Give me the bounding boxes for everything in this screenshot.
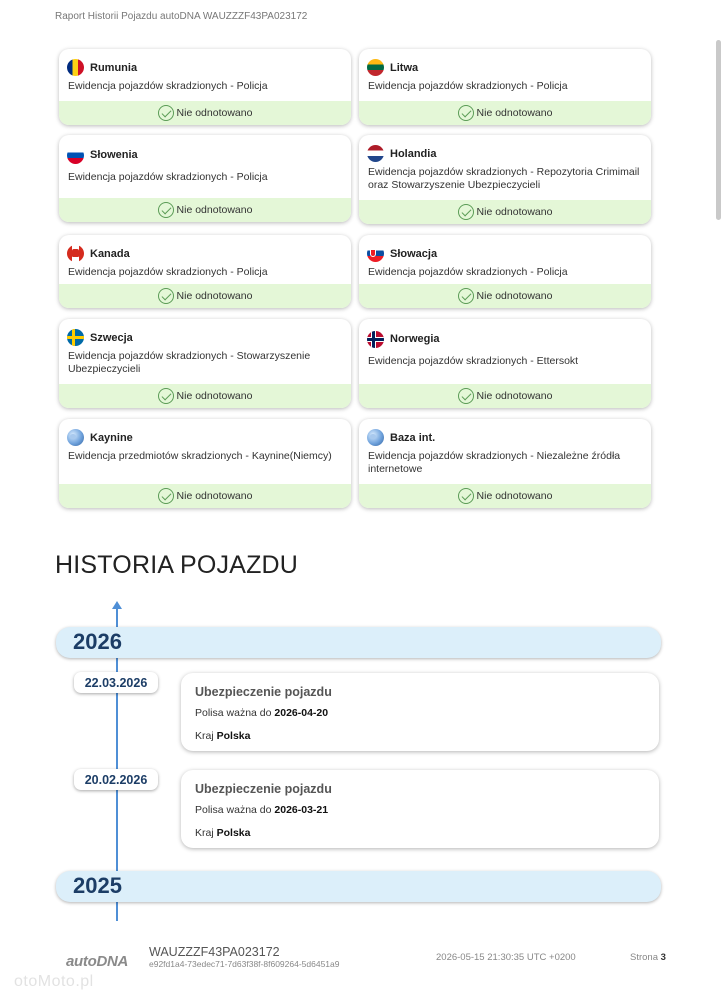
card-status bbox=[59, 284, 351, 308]
card-country: Holandia bbox=[390, 147, 437, 160]
check-circle-icon bbox=[158, 388, 174, 404]
check-circle-icon bbox=[458, 288, 474, 304]
event-country: Kraj Polska bbox=[195, 730, 251, 742]
card-country: Kanada bbox=[90, 247, 130, 260]
event-card bbox=[181, 770, 659, 848]
event-card bbox=[181, 673, 659, 751]
sweden-flag-icon bbox=[67, 329, 84, 346]
status-label: Nie odnotowano bbox=[176, 290, 253, 302]
status-label: Nie odnotowano bbox=[176, 490, 253, 502]
check-circle-icon bbox=[158, 105, 174, 121]
event-date: 20.02.2026 bbox=[74, 769, 158, 790]
card-status bbox=[359, 484, 651, 508]
check-circle-icon bbox=[458, 488, 474, 504]
footer-page-number: Strona 3 bbox=[630, 952, 666, 963]
footer-vin: WAUZZZF43PA023172 bbox=[149, 945, 280, 959]
card-status bbox=[59, 384, 351, 408]
watermark: otoMoto.pl bbox=[14, 973, 94, 990]
event-policy: Polisa ważna do 2026-03-21 bbox=[195, 804, 329, 816]
card-status bbox=[359, 200, 651, 224]
year-bar-2026 bbox=[56, 627, 661, 658]
event-title: Ubezpieczenie pojazdu bbox=[195, 685, 332, 699]
card-description: Ewidencja pojazdów skradzionych - Ettersokt bbox=[368, 355, 579, 367]
netherlands-flag-icon bbox=[367, 145, 384, 162]
card-description: Ewidencja pojazdów skradzionych - Policja bbox=[368, 80, 568, 92]
footer-hash: e92fd1a4-73edec71-7d63f38f-8f609264-5d6451a9 bbox=[149, 959, 340, 969]
check-circle-icon bbox=[458, 204, 474, 220]
card-country: Baza int. bbox=[390, 431, 436, 444]
autodna-logo: autoDNA bbox=[66, 953, 129, 970]
registry-card-canada bbox=[59, 235, 351, 308]
page-header: Raport Historii Pojazdu autoDNA WAUZZZF43PA023172 bbox=[55, 11, 308, 22]
card-status bbox=[359, 101, 651, 125]
status-label: Nie odnotowano bbox=[476, 490, 553, 502]
year-label: 2025 bbox=[73, 873, 122, 898]
year-bar-2025 bbox=[56, 871, 661, 902]
canada-flag-icon bbox=[67, 245, 84, 262]
card-description: Ewidencja pojazdów skradzionych - Stowarzyszenie Ubezpieczycieli bbox=[68, 350, 311, 375]
registry-card-norway bbox=[359, 319, 651, 408]
card-country: Rumunia bbox=[90, 61, 138, 74]
status-label: Nie odnotowano bbox=[476, 290, 553, 302]
registry-card-kaynine bbox=[59, 419, 351, 508]
status-label: Nie odnotowano bbox=[176, 107, 253, 119]
globe-icon bbox=[367, 429, 384, 446]
registry-card-internet-base bbox=[359, 419, 651, 508]
event-title: Ubezpieczenie pojazdu bbox=[195, 782, 332, 796]
status-label: Nie odnotowano bbox=[176, 204, 253, 216]
registry-card-sweden bbox=[59, 319, 351, 408]
card-description: Ewidencja pojazdów skradzionych - Repozytoria Crimimail oraz Stowarzyszenie Ubezpieczycieli bbox=[368, 166, 640, 191]
check-circle-icon bbox=[158, 202, 174, 218]
check-circle-icon bbox=[458, 105, 474, 121]
card-description: Ewidencja pojazdów skradzionych - Policja bbox=[68, 266, 268, 278]
card-description: Ewidencja pojazdów skradzionych - Policja bbox=[68, 80, 268, 92]
card-country: Słowenia bbox=[90, 149, 138, 161]
norway-flag-icon bbox=[367, 331, 384, 348]
slovakia-flag-icon bbox=[367, 245, 384, 262]
registry-card-slovenia bbox=[59, 135, 351, 222]
year-label: 2026 bbox=[73, 629, 122, 654]
card-status bbox=[359, 284, 651, 308]
lithuania-flag-icon bbox=[367, 59, 384, 76]
section-title: HISTORIA POJAZDU bbox=[55, 551, 299, 579]
romania-flag-icon bbox=[67, 59, 84, 76]
card-country: Kaynine bbox=[90, 431, 133, 444]
check-circle-icon bbox=[458, 388, 474, 404]
check-circle-icon bbox=[158, 288, 174, 304]
globe-icon bbox=[67, 429, 84, 446]
card-status bbox=[59, 198, 351, 222]
card-description: Ewidencja pojazdów skradzionych - Policja bbox=[68, 171, 268, 183]
footer-timestamp: 2026-05-15 21:30:35 UTC +0200 bbox=[436, 952, 576, 963]
registry-card-netherlands bbox=[359, 135, 651, 224]
card-description: Ewidencja przedmiotów skradzionych - Kaynine(Niemcy) bbox=[68, 450, 332, 462]
status-label: Nie odnotowano bbox=[476, 107, 553, 119]
card-description: Ewidencja pojazdów skradzionych - Policja bbox=[368, 266, 568, 278]
card-country: Litwa bbox=[390, 61, 419, 74]
event-country: Kraj Polska bbox=[195, 827, 251, 839]
slovenia-flag-icon bbox=[67, 147, 84, 164]
event-date: 22.03.2026 bbox=[74, 672, 158, 693]
timeline-arrow-icon bbox=[112, 601, 122, 609]
registry-card-lithuania bbox=[359, 49, 651, 125]
card-status bbox=[359, 384, 651, 408]
registry-card-slovakia bbox=[359, 235, 651, 308]
status-label: Nie odnotowano bbox=[476, 390, 553, 402]
card-country: Norwegia bbox=[390, 333, 440, 345]
card-country: Szwecja bbox=[90, 331, 133, 344]
status-label: Nie odnotowano bbox=[476, 206, 553, 218]
event-policy: Polisa ważna do 2026-04-20 bbox=[195, 707, 329, 719]
scrollbar[interactable] bbox=[716, 40, 721, 220]
check-circle-icon bbox=[158, 488, 174, 504]
card-status bbox=[59, 484, 351, 508]
card-country: Słowacja bbox=[390, 247, 438, 260]
status-label: Nie odnotowano bbox=[176, 390, 253, 402]
registry-card-romania bbox=[59, 49, 351, 125]
card-status bbox=[59, 101, 351, 125]
card-description: Ewidencja pojazdów skradzionych - Niezależne źródła internetowe bbox=[368, 450, 621, 475]
